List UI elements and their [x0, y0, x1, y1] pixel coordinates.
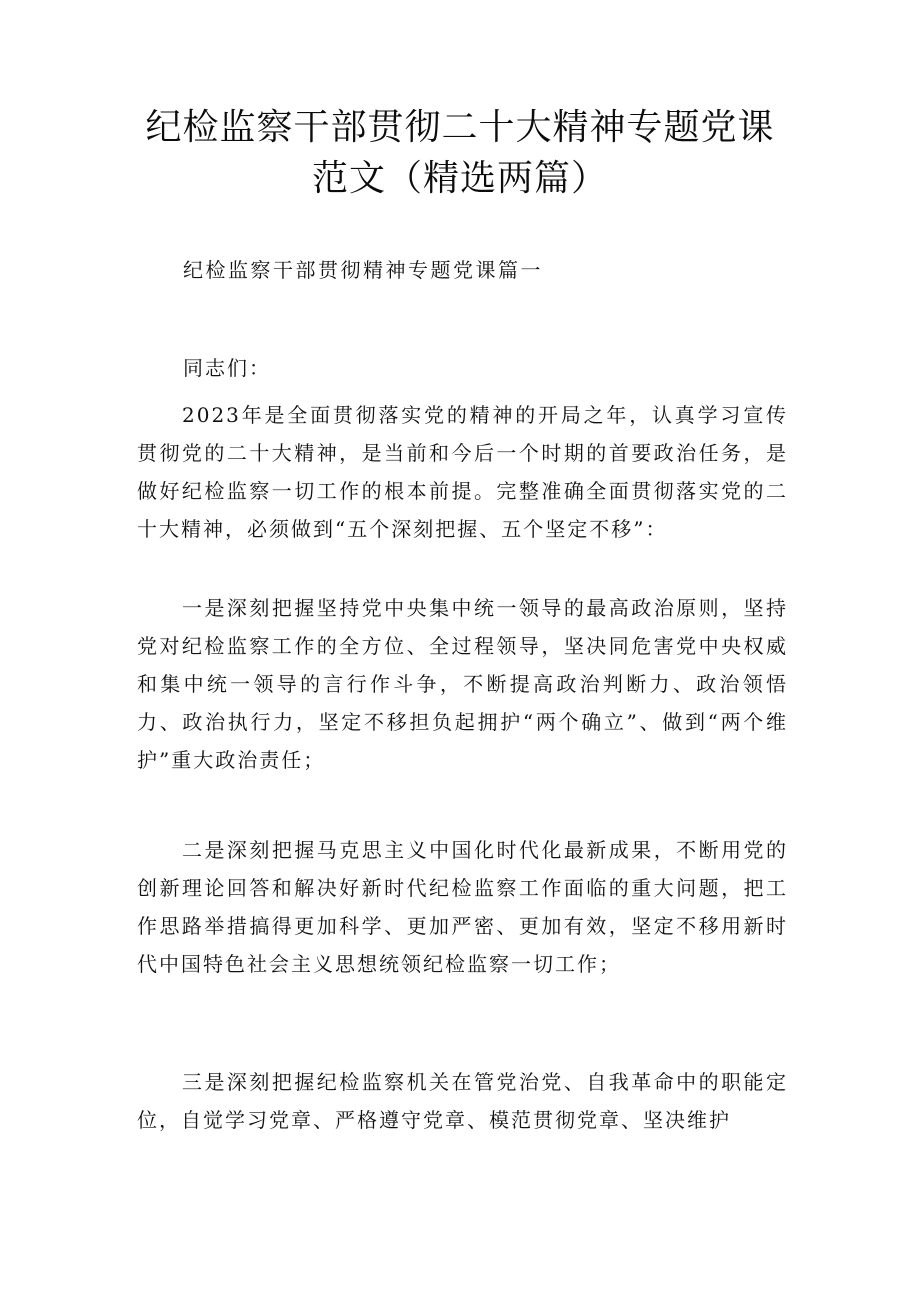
document-title-line-2: 范文（精选两篇） [311, 158, 608, 199]
paragraph-point-three: 三是深刻把握纪检监察机关在管党治党、自我革命中的职能定位，自觉学习党章、严格遵守党章、模范贯彻党章、坚决维护 [137, 1070, 788, 1132]
document-title-line-1: 纪检监察干部贯彻二十大精神专题党课 [145, 107, 775, 148]
salutation: 同志们： [183, 356, 271, 380]
paragraph-intro: 2023年是全面贯彻落实党的精神的开局之年，认真学习宣传贯彻党的二十大精神，是当前和今后一个时期的首要政治任务，是做好纪检监察一切工作的根本前提。完整准确全面贯彻落实党的二十大精神，必须做到“五个深刻把握、五个坚定不移”： [137, 403, 788, 541]
paragraph-point-one: 一是深刻把握坚持党中央集中统一领导的最高政治原则，坚持党对纪检监察工作的全方位、全过程领导，坚决同危害党中央权威和集中统一领导的言行作斗争，不断提高政治判断力、政治领悟力、政治执行力，坚定不移担负起拥护“两个确立”、做到“两个维护”重大政治责任； [137, 596, 788, 772]
section-heading: 纪检监察干部贯彻精神专题党课篇一 [183, 258, 543, 282]
paragraph-point-two: 二是深刻把握马克思主义中国化时代化最新成果，不断用党的创新理论回答和解决好新时代纪检监察工作面临的重大问题，把工作思路举措搞得更加科学、更加严密、更加有效，坚定不移用新时代中国特色社会主义思想统领纪检监察一切工作； [137, 838, 788, 976]
